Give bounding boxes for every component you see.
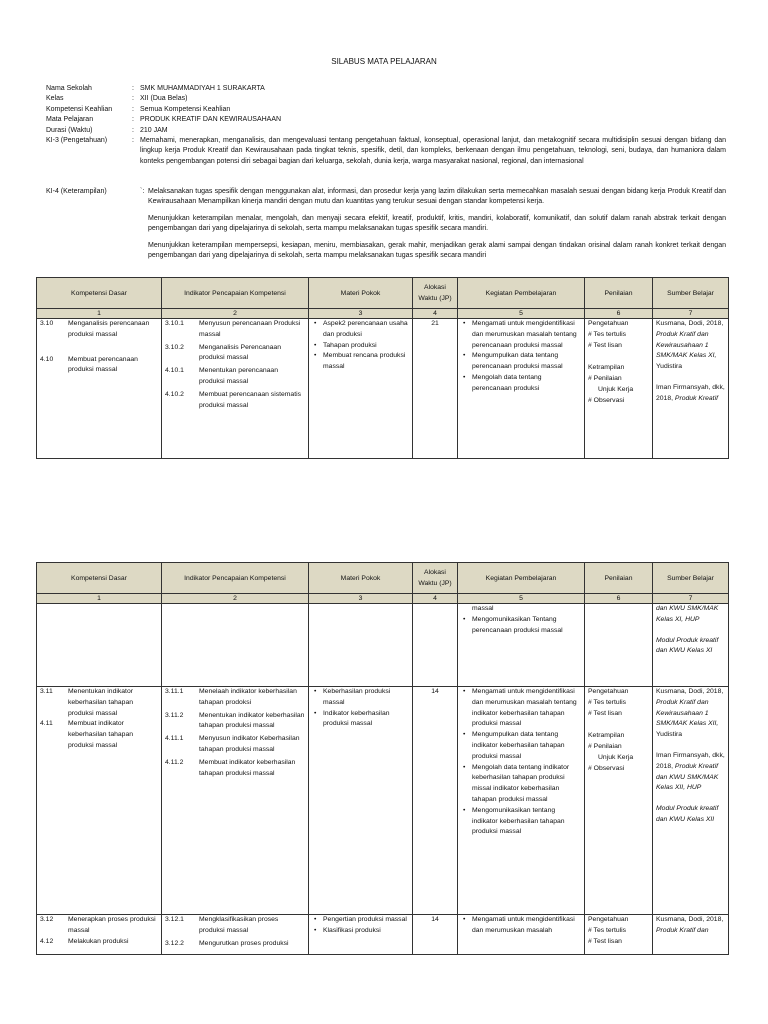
list-item: • Klasifikasi produksi	[323, 926, 409, 937]
ki4-block	[46, 187, 726, 267]
list-item: • Keberhasilan produksi massal	[323, 687, 409, 709]
header-sumber: Sumber Belajar	[653, 563, 729, 594]
header-row	[37, 563, 729, 594]
sumber-cell: Kusmana, Dodi, 2018, Produk Kratif dan	[653, 915, 729, 955]
info-label: Kompetensi Keahlian	[46, 105, 113, 113]
header-kd: Kompetensi Dasar	[37, 278, 162, 309]
info-value: XII (Dua Belas)	[140, 95, 188, 103]
info-row-subject: Mata Pelajaran : PRODUK KREATIF DAN KEWIRAUSAHAAN	[46, 115, 726, 125]
header-kegiatan: Kegiatan Pembelajaran	[458, 563, 585, 594]
list-item: • Mengamati untuk mengidentifikasi dan merumuskan masalah tentang indikator keberhasilan tahapan produksi massal	[472, 687, 581, 730]
info-label: Nama Sekolah	[46, 85, 92, 92]
list-item: • Mengomunikasikan tentang indikator keberhasilan tahapan produksi massal	[472, 806, 581, 838]
header-alokasi: Alokasi Waktu (JP)	[413, 278, 458, 309]
header-penilaian: Penilaian	[585, 278, 653, 309]
list-item: • Mengamati untuk mengidentifikasi dan merumuskan masalah	[472, 915, 581, 937]
ki4-paragraph: Menunjukkan keterampilan mempersepsi, kesiapan, meniru, membiasakan, gerak mahir, menjadikan gerak alami sampai dengan tindakan orisinal dalam ranah konkret terkait dengan pengembangan dari yang dipelajarinya di sekolah, serta mampu melaksanakan tugas spesifik secara mandiri	[148, 241, 726, 260]
ki3-text: Memahami, menerapkan, menganalisis, dan mengevaluasi tentang pengetahuan faktual, konseptual, operasional lanjut, dan metakognitif secara multidisiplin sesuai dengan bidang dan lingkup kerja Produk Kreatif dan Kewirausahaan pada tingkat teknis, spesifik, detil, dan kompleks, berkenaan dengan ilmu pengetahuan, teknologi, seni, budaya, dan humaniora dalam konteks pengembangan potensi diri sebagai bagian dari keluarga, sekolah, dunia kerja, warga masyarakat nasional, regional, dan internasional	[140, 137, 726, 165]
penilaian-cell: Pengetahuan # Tes tertulis # Test lisan	[585, 915, 653, 955]
kd-cell: 3.11 Menentukan indikator keberhasilan tahapan produksi massal 4.11 Membuat indikator keberhasilan tahapan produksi massal	[37, 687, 162, 915]
penilaian-cell: Pengetahuan # Tes tertulis # Test lisan Ketrampilan # Penilaian Unjuk Kerja # Observasi	[585, 319, 653, 459]
column-number-row: 1 2 3 4 5 6 7	[37, 309, 729, 319]
sumber-cell: Kusmana, Dodi, 2018, Produk Kratif dan Kewirausahaan 1 SMK/MAK Kelas XII, Yudistira Iman Firmansyah, dkk, 2018, Produk Kreatif dan KWU SMK/MAK Kelas XII, HUP Modul Produk kreatif dan KWU Kelas XII	[653, 687, 729, 915]
header-materi: Materi Pokok	[309, 278, 413, 309]
ki4-paragraph: Melaksanakan tugas spesifik dengan menggunakan alat, informasi, dan prosedur kerja yang lazim dilakukan serta memecahkan masalah sesuai dengan bidang kerja Produk Kreatif dan Kewirausahaan Menampilkan kinerja mandiri dengan mutu dan kuantitas yang terukur sesuai dengan standar kompetensi kerja.	[148, 188, 726, 206]
ki4-label: KI-4 (Keterampilan)	[46, 188, 107, 195]
info-row-competency: Kompetensi Keahlian : Semua Kompetensi Keahlian	[46, 105, 726, 115]
table-row	[37, 319, 729, 459]
list-item: • Aspek2 perencanaan usaha dan produksi	[323, 319, 409, 341]
info-row-school: Nama Sekolah : SMK MUHAMMADIYAH 1 SURAKARTA	[46, 84, 726, 94]
header-materi: Materi Pokok	[309, 563, 413, 594]
syllabus-table-2	[36, 562, 729, 955]
list-item: • Mengumpulkan data tentang indikator keberhasilan tahapan produksi massal	[472, 730, 581, 762]
kegiatan-cell	[458, 915, 585, 955]
header-alokasi: Alokasi Waktu (JP)	[413, 563, 458, 594]
indikator-cell: 3.11.1 Menelaah indikator keberhasilan tahapan prodoksi 3.11.2 Menentukan indikator keberhasilan tahapan produksi massal 4.11.1 Menyusun indikator Keberhasilan tahapan produksi massal 4.11.2 Membuat indikator keberhasilan tahapan produksi massal	[162, 687, 309, 915]
header-sumber: Sumber Belajar	[653, 278, 729, 309]
alokasi-cell: 21	[413, 319, 458, 459]
kd-cell: 3.10 Menganalisis perencanaan produksi massal 4.10 Membuat perencanaan produksi massal	[37, 319, 162, 459]
list-item: • Mengomunikasikan Tentang perencanaan produksi massal	[472, 615, 581, 637]
header-indikator: Indikator Pencapaian Kompetensi	[162, 278, 309, 309]
syllabus-table-1	[36, 277, 729, 459]
list-item: • Mengolah data tentang perencanaan produksi	[472, 373, 581, 395]
kegiatan-cell	[458, 319, 585, 459]
list-item: • Pengertian produksi massal	[323, 915, 409, 926]
info-label: Kelas	[46, 95, 64, 103]
table-row	[37, 915, 729, 955]
header-row	[37, 278, 729, 309]
list-item: • Tahapan produksi	[323, 341, 409, 352]
list-item: • Indikator keberhasilan produksi massal	[323, 709, 409, 731]
materi-cell	[309, 319, 413, 459]
kd-cell: 3.12 Menerapkan proses produksi massal 4.12 Melakukan produksi	[37, 915, 162, 955]
table-row	[37, 687, 729, 915]
info-value: PRODUK KREATIF DAN KEWIRAUSAHAAN	[140, 116, 282, 124]
list-item: • Mengolah data tentang indikator keberhasilan tahapan produksi missal indikator keberhasilan tahapan produksi massal	[472, 763, 581, 806]
ki4-paragraph: Menunjukkan keterampilan menalar, mengolah, dan menyaji secara efektif, kreatif, produktif, kritis, mandiri, kolaboratif, komunikatif, dan solutif dalam ranah abstrak terkait dengan pengembangan dari yang dipelajarinya di sekolah, serta mampu melaksanakan tugas spesifik secara mandiri.	[148, 214, 726, 233]
list-item: • Mengumpulkan data tentang perencanaan produksi massal	[472, 351, 581, 373]
info-row-class: Kelas : XII (Dua Belas)	[46, 94, 726, 104]
header-penilaian: Penilaian	[585, 563, 653, 594]
identity-block	[46, 84, 726, 167]
header-kegiatan: Kegiatan Pembelajaran	[458, 278, 585, 309]
info-label: KI-3 (Pengetahuan)	[46, 137, 108, 145]
kegiatan-cell: massal • Mengomunikasikan Tentang perencanaan produksi massal	[458, 604, 585, 687]
header-indikator: Indikator Pencapaian Kompetensi	[162, 563, 309, 594]
list-item: • Membuat rencana produksi massal	[323, 351, 409, 373]
sumber-cell: dan KWU SMK/MAK Kelas XI, HUP Modul Produk kreatif dan KWU Kelas XI	[653, 604, 729, 687]
info-value: Semua Kompetensi Keahlian	[140, 105, 231, 113]
materi-cell	[309, 687, 413, 915]
alokasi-cell: 14	[413, 687, 458, 915]
header-kd: Kompetensi Dasar	[37, 563, 162, 594]
materi-cell	[309, 915, 413, 955]
info-label: Mata Pelajaran	[46, 116, 94, 124]
info-value: SMK MUHAMMADIYAH 1 SURAKARTA	[140, 85, 265, 92]
ki4-colon: `:	[140, 188, 145, 195]
indikator-cell: 3.12.1 Mengklasifikasikan proses produksi massal 3.12.2 Mengurutkan proses produksi	[162, 915, 309, 955]
info-row-duration: Durasi (Waktu) : 210 JAM	[46, 126, 726, 136]
info-label: Durasi (Waktu)	[46, 126, 93, 134]
info-value: 210 JAM	[140, 126, 168, 134]
page-title: SILABUS MATA PELAJARAN	[331, 57, 437, 66]
penilaian-cell: Pengetahuan # Tes tertulis # Test lisan Ketrampilan # Penilaian Unjuk Kerja # Observasi	[585, 687, 653, 915]
alokasi-cell: 14	[413, 915, 458, 955]
list-item: • Mengamati untuk mengidentifikasi dan merumuskan masalah tentang perencanaan produksi massal	[472, 319, 581, 351]
info-row-ki3: KI-3 (Pengetahuan) : Memahami, menerapkan, menganalisis, dan mengevaluasi tentang pengetahuan faktual, konseptual, operasional lanjut, dan metakognitif secara multidisiplin sesuai dengan bidang dan lingkup kerja Produk Kreatif dan Kewirausahaan pada tingkat teknis, spesifik, detil, dan kompleks, berkenaan dengan ilmu pengetahuan, teknologi, seni, budaya, dan humaniora dalam konteks pengembangan potensi diri sebagai bagian dari keluarga, sekolah, dunia kerja, warga masyarakat nasional, regional, dan internasional	[46, 136, 726, 167]
sumber-cell: Kusmana, Dodi, 2018, Produk Kratif dan Kewirausahaan 1 SMK/MAK Kelas XI, Yudistira Iman Firmansyah, dkk, 2018, Produk Kreatif	[653, 319, 729, 459]
indikator-cell: 3.10.1 Menyusun perencanaan Produksi massal 3.10.2 Menganalisis Perencanaan produksi massal 4.10.1 Menentukan perencanaan produksi massal 4.10.2 Membuat perencanaan sistematis produksi massal	[162, 319, 309, 459]
kegiatan-cell	[458, 687, 585, 915]
table-row	[37, 604, 729, 687]
column-number-row: 1 2 3 4 5 6 7	[37, 594, 729, 604]
